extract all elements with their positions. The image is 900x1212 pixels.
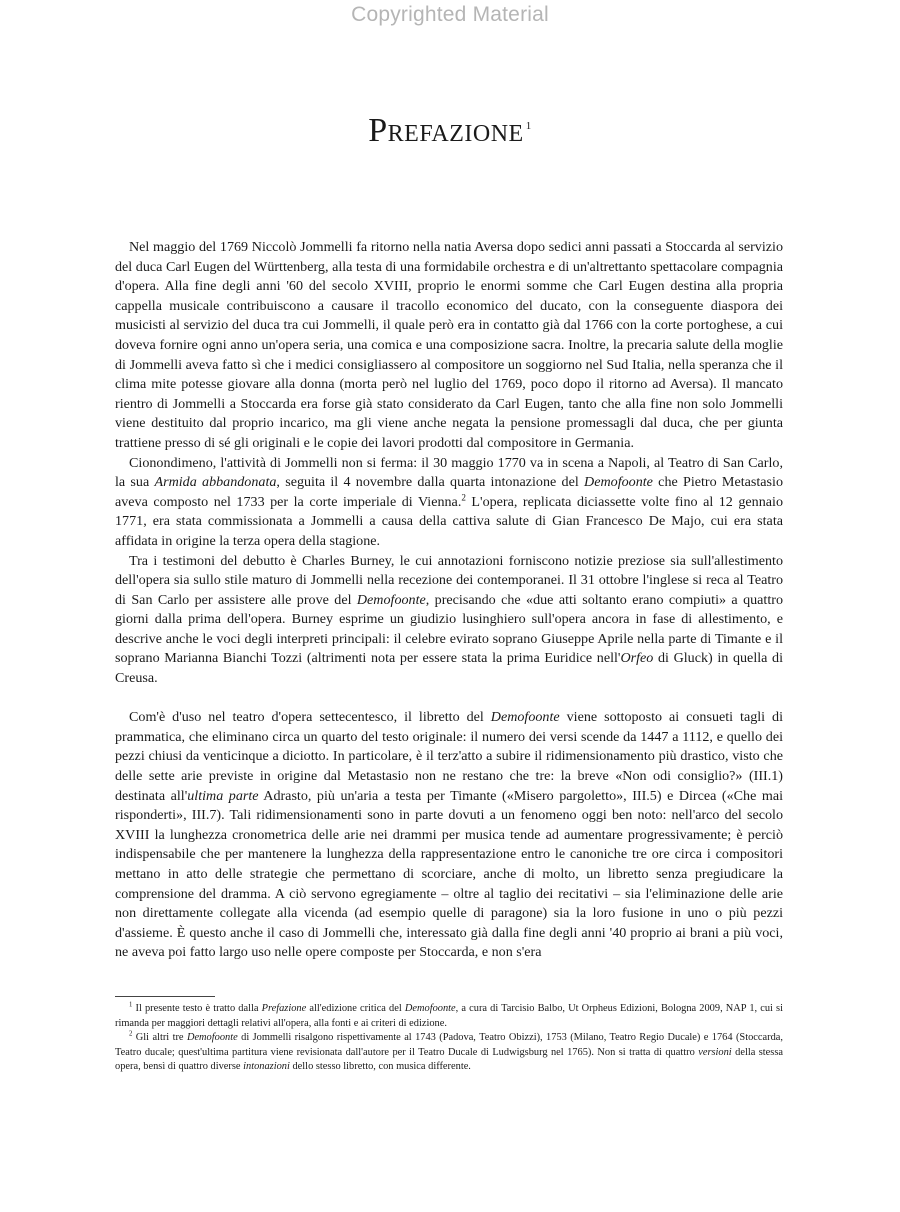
italic-text: Demofoonte: [490, 709, 560, 726]
text-run: Adrasto, più un'aria a testa per Timante («Misero pargoletto», III.5) e Dircea («Che mai risponderti», III.7). Tali ridimensionamenti sono in parte dovuti a un fenomeno oggi ben noto: nell'arco del secolo XVIII la lunghezza cronometrica delle arie nei drammi per musica tende ad aumentare progressivamente; è perciò indispensabile che per mantenere la lunghezza della rappresentazione entro le canoniche tre ore circa i compositori mettano in atto delle strategie che permettano di scorciare, anche di molto, un libretto senza pregiudicare la comprensione del dramma. A ciò servono egregiamente – oltre al taglio dei recitativi – sia l'eliminazione delle arie non direttamente collegate alla vicenda (ad esempio quelle di paragone) sia la loro fusione in uno o più pezzi d'assieme. È questo anche il caso di Jommelli che, interessato già dalla fine degli anni '40 proprio ai brani a più voci, ne aveva poi fatto largo uso nelle opere composte per Stoccarda, e non s'era: [115, 787, 783, 961]
footnote-divider: [115, 996, 215, 997]
text-run: dello stesso libretto, con musica differente.: [289, 1061, 471, 1073]
page-title: [0, 112, 900, 150]
italic-text: Orfeo: [620, 650, 654, 667]
text-run: Il presente testo è tratto dalla: [132, 1003, 262, 1014]
text-run: della stessa opera, bensì di quattro diverse: [115, 1046, 783, 1073]
title-footnote-ref: 1: [525, 119, 532, 132]
text-run: che Pietro Metastasio aveva composto nel 1733 per la corte imperiale di Vienna.: [115, 474, 783, 510]
footnote: [115, 1002, 783, 1031]
text-run: all'edizione critica del: [306, 1003, 405, 1014]
footnote-ref: 1: [129, 1001, 133, 1009]
text-run: Nel maggio del 1769 Niccolò Jommelli fa ritorno nella natia Aversa dopo sedici anni passati a Stoccarda al servizio del duca Carl Eugen del Württenberg, alla testa di una formidabile orchestra e di un'altrettanto spettacolare compagnia d'opera. Alla fine degli anni '60 del secolo XVIII, proprio le enormi somme che Carl Eugen destina alla propria cappella musicale contribuiscono a causare il tracollo economico del ducato, con la conseguente diaspora dei musicisti al servizio del duca tra cui Jommelli, il quale però era in contatto già dal 1766 con la corte portoghese, a cui doveva fornire ogni anno un'opera seria, una comica e una composizione sacra. Inoltre, la precaria salute della moglie di Jommelli aveva fatto sì che i medici consigliassero al compositore un soggiorno nel Sud Italia, nella speranza che il clima mite potesse giovare alla donna (morta però nel luglio del 1769, poco dopo il ritorno ad Aversa). Il mancato rientro di Jommelli a Stoccarda era forse già stato considerato da Carl Eugen, tanto che alla fine non solo Jommelli viene destituito dal proprio incarico, ma gli viene anche negata la pensione promessagli dal duca, che per giunta trattiene presso di sé gli originali e le copie dei lavori prodotti dal compositore in Germania.: [115, 239, 783, 451]
footnote-ref: 2: [461, 492, 466, 503]
footnote: [115, 1031, 783, 1075]
text-run: L'opera, replicata diciassette volte fino al 12 gennaio 1771, era stata commissionata a Jommelli a causa della cattiva salute di Gian Francesco De Majo, cui era stata affidata in origine la terza opera della stagione.: [115, 493, 783, 549]
text-run: Cionondimeno, l'attività di Jommelli non si ferma: il 30 maggio 1770 va in scena a Napoli, al Teatro di San Carlo, la sua: [115, 454, 783, 491]
text-run: , a cura di Tarcisio Balbo, Ut Orpheus Edizioni, Bologna 2009, NAP 1, cui si rimanda per maggiori dettagli relativi all'opera, alla fonti e ai criteri di edizione.: [115, 1003, 783, 1029]
italic-text: Prefazione: [261, 1003, 307, 1014]
copyright-watermark: Copyrighted Material: [351, 3, 549, 26]
italic-text: ultima parte: [187, 787, 259, 804]
text-run: di Gluck) in quella di Creusa.: [115, 650, 784, 687]
body-paragraph: [115, 454, 783, 552]
italic-text: Demofoonte: [404, 1003, 456, 1014]
body-text: [115, 238, 783, 963]
italic-text: Armida abbandonata: [154, 474, 277, 491]
page-title-text: Prefazione: [368, 112, 524, 149]
text-run: Com'è d'uso nel teatro d'opera settecentesco, il libretto del: [129, 709, 491, 726]
body-paragraph: [115, 552, 783, 689]
body-paragraph: [115, 238, 783, 454]
text-run: di Jommelli risalgono rispettivamente al 1743 (Padova, Teatro Obizzi), 1753 (Milano, Teatro Regio Ducale) e 1764 (Stoccarda, Teatro ducale; quest'ultima partitura viene revisionata dall'autore per il Teatro Ducale di Ludwigsburg nel 1765). Non si tratta di quattro: [115, 1032, 783, 1058]
italic-text: Demofoonte: [584, 474, 653, 491]
footnotes: [115, 1002, 783, 1075]
text-run: Gli altri tre: [132, 1032, 187, 1044]
italic-text: Demofoonte: [186, 1032, 238, 1044]
italic-text: versioni: [698, 1046, 732, 1058]
text-run: , seguita il 4 novembre dalla quarta intonazione del: [276, 474, 585, 491]
text-run: Tra i testimoni del debutto è Charles Burney, le cui annotazioni forniscono notizie preziose sia sull'allestimento dell'opera sia sullo stile maturo di Jommelli nella recezione dei contemporanei. Il 31 ottobre l'inglese si reca al Teatro di San Carlo per assistere alle prove del: [115, 552, 783, 608]
text-run: , precisando che «due atti soltanto erano compiuti» a quattro giorni dalla prima dell'opera. Burney esprime un giudizio lusinghiero sull'opera ancora in fase di allestimento, e descrive anche le voci degli interpreti principali: il celebre evirato soprano Giuseppe Aprile nella parte di Timante e il soprano Marianna Bianchi Tozzi (altrimenti nota per essere stata la prima Euridice nell': [115, 591, 783, 667]
footnote-ref: 2: [129, 1030, 133, 1038]
body-paragraph: [115, 708, 783, 963]
text-run: viene sottoposto ai consueti tagli di prammatica, che eliminano circa un quarto del testo originale: il numero dei versi scende da 1447 a 1112, e quello dei pezzi chiusi da venticinque a diciotto. In particolare, è il terz'atto a subire il ridimensionamento più drastico, visto che delle sette arie previste in origine dal Metastasio non ne restano che tre: la breve «Non odi consiglio?» (III.1) destinata all': [115, 709, 784, 804]
italic-text: intonazioni: [243, 1061, 290, 1073]
italic-text: Demofoonte: [356, 591, 426, 608]
